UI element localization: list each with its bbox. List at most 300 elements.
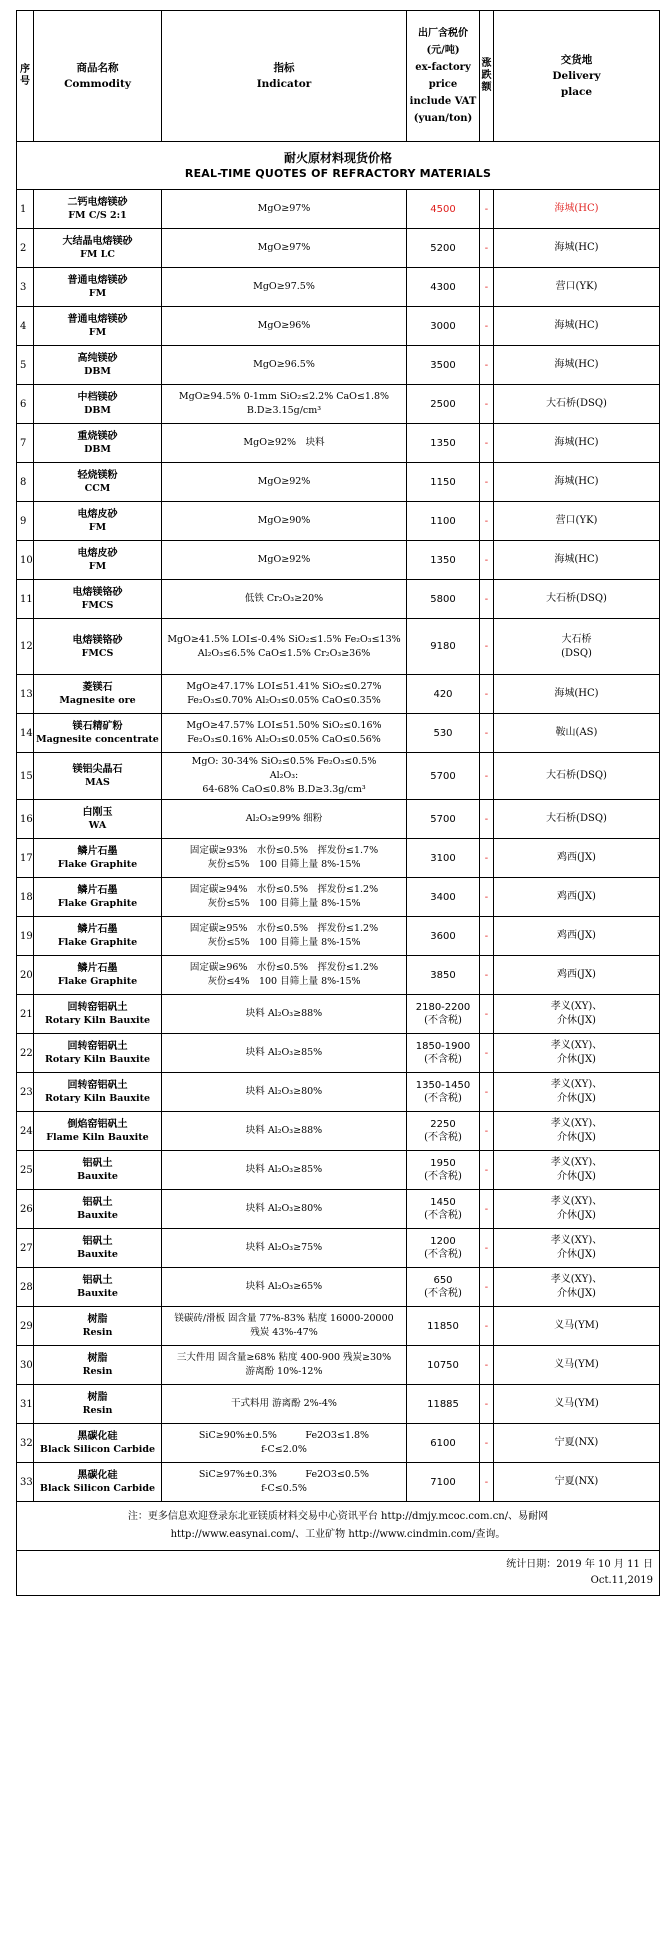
delivery-place-cell xyxy=(494,1112,660,1151)
indicator-cell xyxy=(162,1034,407,1073)
indicator-cell xyxy=(162,995,407,1034)
place-line-1: 大石桥(DSQ) xyxy=(546,770,607,781)
indicator-line-2: Fe₂O₃≤0.16% Al₂O₃≤0.05% CaO≤0.56% xyxy=(187,734,381,745)
indicator-line-1: MgO≥41.5% LOI≤-0.4% SiO₂≤1.5% Fe₂O₃≤13% xyxy=(167,633,401,645)
commodity-en: FM xyxy=(88,522,107,533)
price-cell xyxy=(407,229,480,268)
price-value: 5700 xyxy=(430,813,456,825)
indicator-line-1: Al₂O₃≥99% 细粉 xyxy=(245,813,323,824)
date-row xyxy=(17,1551,660,1596)
commodity-cn: 大结晶电熔镁砂 xyxy=(62,236,133,247)
place-line-1: 大石桥(DSQ) xyxy=(546,593,607,604)
place-line-1: 鞍山(AS) xyxy=(555,727,598,738)
place-line-2: 介休(JX) xyxy=(557,1093,596,1104)
price-value: 5700 xyxy=(430,770,456,782)
commodity-en: CCM xyxy=(84,483,111,494)
commodity-cn: 铝矾土 xyxy=(82,1275,113,1286)
price-note: (不含税) xyxy=(424,1132,462,1143)
change-cell: - xyxy=(480,268,494,307)
row-index: 10 xyxy=(17,541,34,580)
row-index: 14 xyxy=(17,714,34,753)
price-cell xyxy=(407,995,480,1034)
place-line-2: 介休(JX) xyxy=(557,1249,596,1260)
price-note: (不含税) xyxy=(424,1288,462,1299)
commodity-cell xyxy=(34,1112,162,1151)
indicator-line-1: MgO≥47.17% LOI≤51.41% SiO₂≤0.27% xyxy=(186,681,382,692)
indicator-line-2: 灰份≤4% 100 目筛上量 8%-15% xyxy=(207,976,361,987)
commodity-cell xyxy=(34,580,162,619)
commodity-cn: 菱镁石 xyxy=(82,682,113,693)
price-value: 650 xyxy=(433,1275,453,1286)
table-row xyxy=(17,714,660,753)
place-line-1: 海城(HC) xyxy=(554,320,599,331)
table-row xyxy=(17,385,660,424)
table-row xyxy=(17,675,660,714)
price-value: 420 xyxy=(433,688,453,700)
row-index: 11 xyxy=(17,580,34,619)
place-line-1: 海城(HC) xyxy=(554,688,599,699)
indicator-line-1: 块料 Al₂O₃≥85% xyxy=(245,1164,323,1175)
indicator-cell xyxy=(162,1112,407,1151)
delivery-place-cell xyxy=(494,541,660,580)
delivery-place-cell xyxy=(494,1463,660,1502)
indicator-cell xyxy=(162,878,407,917)
delivery-place-cell xyxy=(494,917,660,956)
price-value: 6100 xyxy=(430,1437,456,1449)
row-index: 18 xyxy=(17,878,34,917)
price-value: 4500 xyxy=(430,203,456,215)
place-line-1: 海城(HC) xyxy=(554,359,599,370)
change-cell: - xyxy=(480,1307,494,1346)
change-cell: - xyxy=(480,714,494,753)
commodity-cell xyxy=(34,268,162,307)
commodity-en: Rotary Kiln Bauxite xyxy=(44,1054,151,1065)
indicator-line-1: 块料 Al₂O₃≥88% xyxy=(245,1125,323,1136)
place-line-1: 宁夏(NX) xyxy=(554,1476,599,1487)
header-place-cn: 交货地 xyxy=(560,54,593,66)
note-row xyxy=(17,1502,660,1551)
table-row xyxy=(17,619,660,675)
place-line-1: 鸡西(JX) xyxy=(557,969,596,980)
commodity-cell xyxy=(34,878,162,917)
commodity-cn: 鳞片石墨 xyxy=(77,963,118,974)
table-row xyxy=(17,1034,660,1073)
indicator-line-2: 灰份≤5% 100 目筛上量 8%-15% xyxy=(207,937,361,948)
indicator-cell xyxy=(162,1385,407,1424)
price-cell xyxy=(407,502,480,541)
change-cell: - xyxy=(480,619,494,675)
indicator-line-2: Al₂O₃≤6.5% CaO≤1.5% Cr₂O₃≥36% xyxy=(197,647,371,659)
header-price-l1: 出厂含税价 xyxy=(418,28,468,39)
indicator-line-2: Fe₂O₃≤0.70% Al₂O₃≤0.05% CaO≤0.35% xyxy=(187,695,381,706)
header-index: 序号 xyxy=(17,11,34,142)
delivery-place-cell xyxy=(494,1346,660,1385)
change-cell: - xyxy=(480,1346,494,1385)
indicator-line-1: MgO≥92% xyxy=(257,554,311,565)
change-cell: - xyxy=(480,229,494,268)
indicator-line-1: SiC≥97%±0.3% Fe2O3≤0.5% xyxy=(198,1469,370,1480)
header-price-l6: (yuan/ton) xyxy=(413,113,473,124)
price-cell xyxy=(407,1424,480,1463)
commodity-en: FM LC xyxy=(80,249,115,260)
change-cell: - xyxy=(480,385,494,424)
place-line-1: 海城(HC) xyxy=(554,242,599,253)
place-line-1: 宁夏(NX) xyxy=(554,1437,599,1448)
place-line-1: 孝义(XY)、 xyxy=(550,1118,603,1129)
indicator-line-2: 残炭 43%-47% xyxy=(250,1327,318,1338)
change-cell: - xyxy=(480,541,494,580)
place-line-1: 大石桥(DSQ) xyxy=(546,813,607,824)
price-note: (不含税) xyxy=(424,1210,462,1221)
delivery-place-cell xyxy=(494,619,660,675)
commodity-cn: 回转窑铝矾土 xyxy=(67,1080,128,1091)
commodity-cn: 树脂 xyxy=(87,1392,108,1403)
row-index: 4 xyxy=(17,307,34,346)
commodity-cn: 白刚玉 xyxy=(82,807,113,818)
place-line-1: 孝义(XY)、 xyxy=(550,1157,603,1168)
row-index: 26 xyxy=(17,1190,34,1229)
delivery-place-cell xyxy=(494,839,660,878)
price-value: 1200 xyxy=(430,1236,456,1247)
price-cell xyxy=(407,917,480,956)
change-cell: - xyxy=(480,753,494,800)
price-note: (不含税) xyxy=(424,1093,462,1104)
place-line-2: 介休(JX) xyxy=(557,1054,596,1065)
indicator-cell xyxy=(162,675,407,714)
price-cell xyxy=(407,1385,480,1424)
table-row xyxy=(17,1151,660,1190)
table-row xyxy=(17,580,660,619)
indicator-line-1: MgO≥96% xyxy=(257,320,311,331)
place-line-2: 介休(JX) xyxy=(557,1015,596,1026)
delivery-place-cell xyxy=(494,995,660,1034)
delivery-place-cell xyxy=(494,675,660,714)
change-cell: - xyxy=(480,1034,494,1073)
header-commodity-cn: 商品名称 xyxy=(76,62,119,74)
place-line-2: (DSQ) xyxy=(561,647,592,659)
commodity-en: Rotary Kiln Bauxite xyxy=(44,1093,151,1104)
commodity-cn: 重烧镁砂 xyxy=(77,431,118,442)
place-line-1: 大石桥 xyxy=(561,633,592,645)
row-index: 32 xyxy=(17,1424,34,1463)
commodity-cell xyxy=(34,307,162,346)
price-value: 3100 xyxy=(430,852,456,864)
change-cell: - xyxy=(480,1268,494,1307)
price-cell xyxy=(407,839,480,878)
page-title xyxy=(17,142,660,190)
indicator-cell xyxy=(162,800,407,839)
indicator-line-1: MgO≥97% xyxy=(257,242,311,253)
header-indicator-en: Indicator xyxy=(256,78,312,90)
commodity-en: Resin xyxy=(82,1327,113,1338)
commodity-cn: 二钙电熔镁砂 xyxy=(67,197,128,208)
indicator-line-1: MgO≥90% xyxy=(257,515,311,526)
price-value: 1100 xyxy=(430,515,456,527)
change-cell: - xyxy=(480,1463,494,1502)
delivery-place-cell xyxy=(494,502,660,541)
table-row xyxy=(17,878,660,917)
price-value: 1850-1900 xyxy=(415,1041,471,1052)
change-cell: - xyxy=(480,307,494,346)
indicator-line-1: 镁碳砖/滑板 固含量 77%-83% 粘度 16000-20000 xyxy=(174,1313,394,1324)
row-index: 7 xyxy=(17,424,34,463)
commodity-cell xyxy=(34,714,162,753)
price-cell xyxy=(407,307,480,346)
row-index: 16 xyxy=(17,800,34,839)
commodity-cell xyxy=(34,1034,162,1073)
commodity-cell xyxy=(34,346,162,385)
row-index: 1 xyxy=(17,190,34,229)
commodity-en: Magnesite ore xyxy=(59,695,136,706)
commodity-en: DBM xyxy=(84,444,111,455)
commodity-cn: 中档镁砂 xyxy=(77,392,118,403)
delivery-place-cell xyxy=(494,1307,660,1346)
commodity-en: FM xyxy=(88,561,107,572)
commodity-cell xyxy=(34,1190,162,1229)
table-row xyxy=(17,995,660,1034)
price-cell xyxy=(407,346,480,385)
commodity-en: Bauxite xyxy=(77,1210,118,1221)
header-commodity-en: Commodity xyxy=(64,78,131,90)
indicator-cell xyxy=(162,346,407,385)
commodity-cn: 电熔皮砂 xyxy=(77,509,118,520)
commodity-en: FM xyxy=(88,327,107,338)
place-line-1: 义马(YM) xyxy=(554,1359,599,1370)
delivery-place-cell xyxy=(494,1034,660,1073)
header-price-l2: (元/吨) xyxy=(426,45,460,56)
price-value: 3500 xyxy=(430,359,456,371)
commodity-cell xyxy=(34,424,162,463)
change-cell: - xyxy=(480,800,494,839)
commodity-en: Bauxite xyxy=(77,1171,118,1182)
commodity-cell xyxy=(34,1424,162,1463)
row-index: 6 xyxy=(17,385,34,424)
price-value: 3600 xyxy=(430,930,456,942)
delivery-place-cell xyxy=(494,190,660,229)
change-cell: - xyxy=(480,839,494,878)
row-index: 28 xyxy=(17,1268,34,1307)
indicator-line-1: 块料 Al₂O₃≥65% xyxy=(245,1281,323,1292)
commodity-cell xyxy=(34,1073,162,1112)
delivery-place-cell xyxy=(494,463,660,502)
delivery-place-cell xyxy=(494,1151,660,1190)
row-index: 30 xyxy=(17,1346,34,1385)
commodity-en: Resin xyxy=(82,1405,113,1416)
table-row xyxy=(17,541,660,580)
price-cell xyxy=(407,424,480,463)
place-line-1: 义马(YM) xyxy=(554,1398,599,1409)
indicator-cell xyxy=(162,307,407,346)
delivery-place-cell xyxy=(494,580,660,619)
commodity-en: Flame Kiln Bauxite xyxy=(46,1132,149,1143)
header-indicator-cn: 指标 xyxy=(273,62,295,74)
delivery-place-cell xyxy=(494,424,660,463)
delivery-place-cell xyxy=(494,1073,660,1112)
header-price-l3: ex-factory xyxy=(415,62,471,73)
header-place-en1: Delivery xyxy=(552,70,601,82)
commodity-cn: 镁铝尖晶石 xyxy=(72,764,123,775)
commodity-cell xyxy=(34,995,162,1034)
change-cell: - xyxy=(480,190,494,229)
price-cell xyxy=(407,1268,480,1307)
price-cell xyxy=(407,753,480,800)
indicator-cell xyxy=(162,1190,407,1229)
table-row xyxy=(17,463,660,502)
commodity-cn: 电熔镁铬砂 xyxy=(72,634,123,646)
place-line-2: 介休(JX) xyxy=(557,1210,596,1221)
delivery-place-cell xyxy=(494,714,660,753)
table-row xyxy=(17,1424,660,1463)
commodity-cell xyxy=(34,619,162,675)
price-cell xyxy=(407,1112,480,1151)
price-cell xyxy=(407,1307,480,1346)
price-value: 11885 xyxy=(427,1398,459,1410)
commodity-cn: 鳞片石墨 xyxy=(77,846,118,857)
table-row xyxy=(17,1073,660,1112)
commodity-cn: 树脂 xyxy=(87,1314,108,1325)
price-cell xyxy=(407,463,480,502)
price-cell xyxy=(407,619,480,675)
header-row xyxy=(17,11,660,142)
indicator-line-1: MgO≥97% xyxy=(257,203,311,214)
price-cell xyxy=(407,268,480,307)
row-index: 15 xyxy=(17,753,34,800)
indicator-cell xyxy=(162,917,407,956)
table-row xyxy=(17,1385,660,1424)
table-row xyxy=(17,1190,660,1229)
table-row xyxy=(17,839,660,878)
change-cell: - xyxy=(480,1385,494,1424)
place-line-1: 孝义(XY)、 xyxy=(550,1235,603,1246)
commodity-en: FM xyxy=(88,288,107,299)
commodity-cell xyxy=(34,190,162,229)
indicator-cell xyxy=(162,580,407,619)
table-row xyxy=(17,346,660,385)
price-cell xyxy=(407,1229,480,1268)
price-cell xyxy=(407,1190,480,1229)
delivery-place-cell xyxy=(494,346,660,385)
footnote xyxy=(17,1502,660,1551)
note-line-1: 注：更多信息欢迎登录东北亚镁质材料交易中心资讯平台 http://dmjy.mcoc.com.cn/、易耐网 xyxy=(127,1511,549,1522)
commodity-cn: 鳞片石墨 xyxy=(77,924,118,935)
price-note: (不含税) xyxy=(424,1054,462,1065)
commodity-en: FMCS xyxy=(81,600,114,611)
delivery-place-cell xyxy=(494,268,660,307)
change-cell: - xyxy=(480,675,494,714)
price-value: 1350 xyxy=(430,437,456,449)
commodity-cell xyxy=(34,1385,162,1424)
price-value: 4300 xyxy=(430,281,456,293)
indicator-line-2: B.D≥3.15g/cm³ xyxy=(246,405,322,416)
indicator-cell xyxy=(162,1268,407,1307)
price-cell xyxy=(407,385,480,424)
commodity-en: Bauxite xyxy=(77,1288,118,1299)
price-value: 7100 xyxy=(430,1476,456,1488)
indicator-cell xyxy=(162,753,407,800)
delivery-place-cell xyxy=(494,1190,660,1229)
commodity-cn: 镁石精矿粉 xyxy=(72,721,123,732)
indicator-cell xyxy=(162,424,407,463)
delivery-place-cell xyxy=(494,1385,660,1424)
row-index: 2 xyxy=(17,229,34,268)
change-cell: - xyxy=(480,580,494,619)
commodity-cell xyxy=(34,1346,162,1385)
indicator-line-1: 块料 Al₂O₃≥88% xyxy=(245,1008,323,1019)
commodity-en: Black Silicon Carbide xyxy=(39,1483,156,1494)
price-note: (不含税) xyxy=(424,1249,462,1260)
table-row xyxy=(17,1229,660,1268)
row-index: 24 xyxy=(17,1112,34,1151)
row-index: 9 xyxy=(17,502,34,541)
indicator-cell xyxy=(162,619,407,675)
note-line-2: http://www.easynai.com/、工业矿物 http://www.cindmin.com/查询。 xyxy=(170,1529,506,1540)
indicator-line-1: 块料 Al₂O₃≥80% xyxy=(245,1086,323,1097)
commodity-cn: 电熔镁铬砂 xyxy=(72,587,123,598)
row-index: 29 xyxy=(17,1307,34,1346)
commodity-cn: 电熔皮砂 xyxy=(77,548,118,559)
price-value: 2500 xyxy=(430,398,456,410)
price-value: 1450 xyxy=(430,1197,456,1208)
place-line-1: 海城(HC) xyxy=(554,203,599,214)
place-line-1: 鸡西(JX) xyxy=(557,930,596,941)
row-index: 23 xyxy=(17,1073,34,1112)
indicator-line-1: MgO≥97.5% xyxy=(253,281,315,292)
row-index: 20 xyxy=(17,956,34,995)
commodity-cell xyxy=(34,229,162,268)
commodity-cn: 黑碳化硅 xyxy=(77,1431,118,1442)
indicator-line-1: 固定碳≥95% 水份≤0.5% 挥发份≤1.2% xyxy=(189,923,379,934)
price-value: 3400 xyxy=(430,891,456,903)
indicator-line-1: MgO≥92% 块料 xyxy=(243,437,325,448)
row-index: 21 xyxy=(17,995,34,1034)
place-line-2: 介休(JX) xyxy=(557,1288,596,1299)
indicator-cell xyxy=(162,839,407,878)
table-row xyxy=(17,424,660,463)
commodity-en: Magnesite concentrate xyxy=(36,734,159,745)
price-table xyxy=(16,10,660,1596)
place-line-1: 海城(HC) xyxy=(554,437,599,448)
delivery-place-cell xyxy=(494,1268,660,1307)
table-row xyxy=(17,1346,660,1385)
place-line-1: 海城(HC) xyxy=(554,476,599,487)
commodity-en: DBM xyxy=(84,366,111,377)
change-cell: - xyxy=(480,463,494,502)
table-row xyxy=(17,917,660,956)
date-cn: 统计日期：2019 年 10 月 11 日 xyxy=(506,1559,653,1570)
delivery-place-cell xyxy=(494,800,660,839)
row-index: 22 xyxy=(17,1034,34,1073)
indicator-cell xyxy=(162,1463,407,1502)
change-cell: - xyxy=(480,1424,494,1463)
row-index: 12 xyxy=(17,619,34,675)
place-line-1: 孝义(XY)、 xyxy=(550,1040,603,1051)
price-sheet xyxy=(16,10,659,1596)
row-index: 13 xyxy=(17,675,34,714)
header-place-en2: place xyxy=(560,86,593,98)
price-value: 1350 xyxy=(430,554,456,566)
commodity-en: Bauxite xyxy=(77,1249,118,1260)
price-cell xyxy=(407,1034,480,1073)
header-commodity xyxy=(34,11,162,142)
indicator-line-1: 固定碳≥94% 水份≤0.5% 挥发份≤1.2% xyxy=(189,884,379,895)
commodity-cell xyxy=(34,917,162,956)
commodity-cn: 回转窑铝矾土 xyxy=(67,1041,128,1052)
place-line-1: 营口(YK) xyxy=(555,281,598,292)
indicator-cell xyxy=(162,1307,407,1346)
price-cell xyxy=(407,800,480,839)
place-line-1: 孝义(XY)、 xyxy=(550,1079,603,1090)
delivery-place-cell xyxy=(494,229,660,268)
